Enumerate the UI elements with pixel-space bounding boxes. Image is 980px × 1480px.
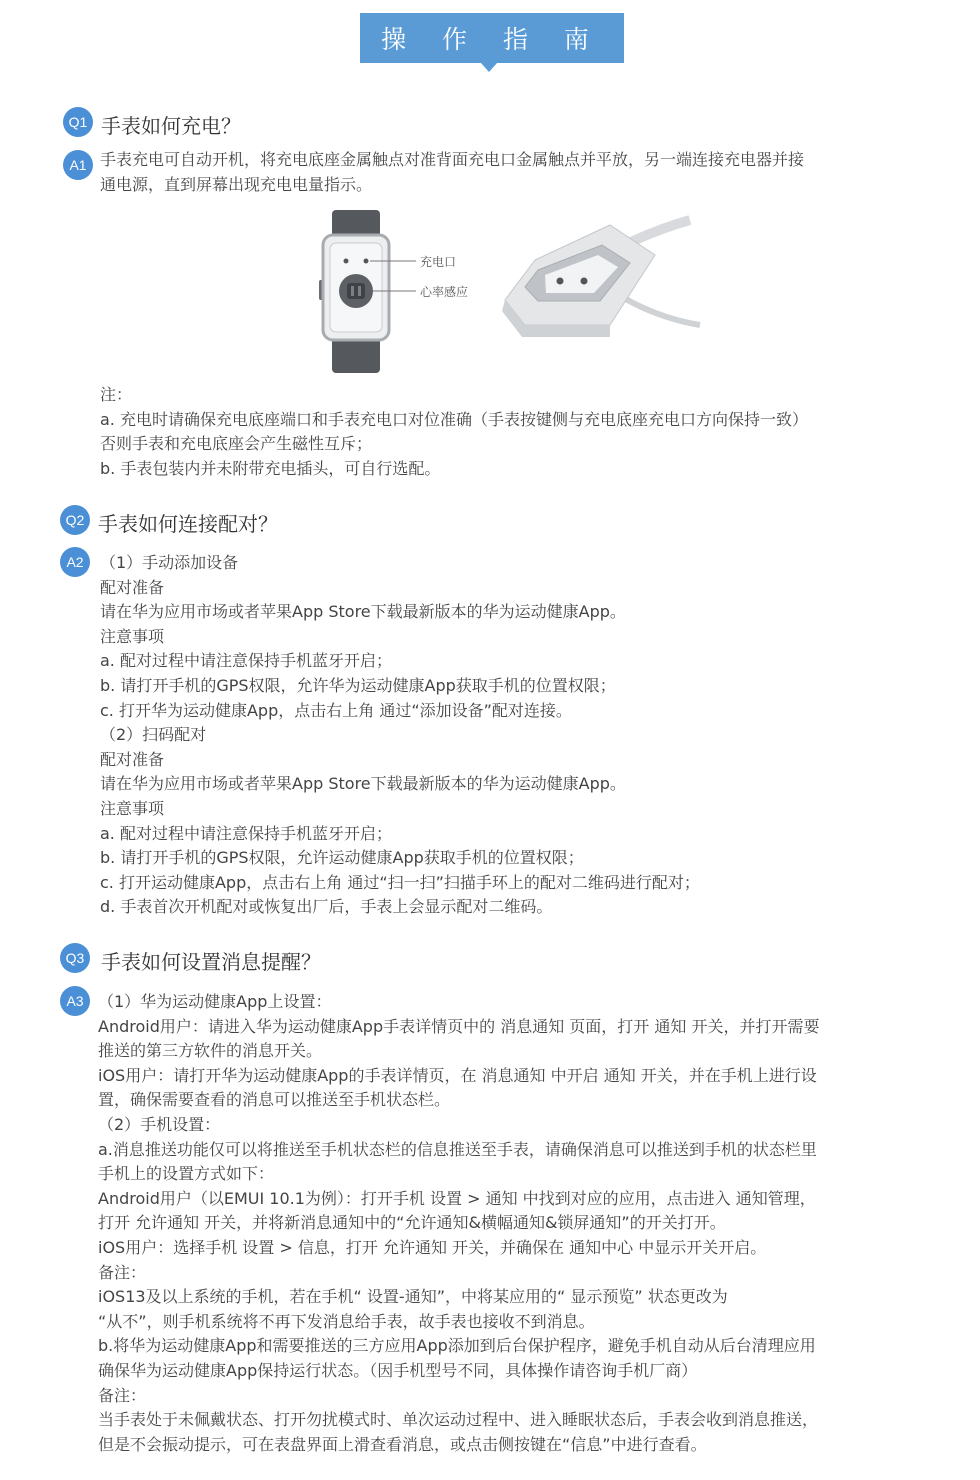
a3-line: 备注： [98, 1385, 147, 1405]
q1-note-line: 注： [100, 385, 133, 404]
a2-line: 注意事项 [100, 798, 165, 818]
q3-badge: Q3 [60, 943, 90, 973]
a3-line: 当手表处于未佩戴状态、打开勿扰模式时、单次运动过程中、进入睡眠状态后，手表会收到消息推送， [98, 1410, 819, 1430]
a2-answer [100, 551, 700, 920]
a2-line: 配对准备 [100, 749, 165, 769]
q1-note-line: b. 手表包装内并未附带充电插头，可自行选配。 [100, 458, 441, 478]
a1-badge: A1 [63, 150, 93, 180]
watch-and-charger-image [310, 205, 710, 380]
a3-line: iOS用户：请打开华为运动健康App的手表详情页，在 消息通知 中开启 通知 开关，并在手机上进行设 [98, 1065, 817, 1085]
a2-badge: A2 [60, 547, 90, 577]
a2-line: 请在华为应用市场或者苹果App Store下载最新版本的华为运动健康App。 [100, 602, 626, 622]
q1-badge: Q1 [63, 107, 93, 137]
a3-line: 备注： [98, 1262, 147, 1282]
guide-title-banner: 操 作 指 南 [360, 13, 624, 63]
a2-line: c. 打开运动健康App，点击右上角 通过“扫一扫”扫描手环上的配对二维码进行配对； [100, 872, 700, 892]
a2-line: b. 请打开手机的GPS权限，允许华为运动健康App获取手机的位置权限； [100, 675, 616, 695]
q1-note-line: a. 充电时请确保充电底座端口和手表充电口对位准确（手表按键侧与充电底座充电口方向保持一致） [100, 409, 808, 429]
a3-line: iOS13及以上系统的手机，若在手机“ 设置-通知”，中将某应用的“ 显示预览” 状态更改为 [98, 1287, 728, 1307]
a3-line: 确保华为运动健康App保持运行状态。（因手机型号不同，具体操作请咨询手机厂商） [98, 1360, 698, 1380]
a2-line: a. 配对过程中请注意保持手机蓝牙开启； [100, 823, 392, 843]
a3-line: （1）华为运动健康App上设置： [98, 992, 332, 1011]
a3-line: Android用户（以EMUI 10.1为例）：打开手机 设置 > 通知 中找到对应的应用，点击进入 通知管理， [98, 1188, 816, 1208]
a2-line: b. 请打开手机的GPS权限，允许运动健康App获取手机的位置权限； [100, 848, 584, 868]
a3-line: b.将华为运动健康App和需要推送的三方应用App添加到后台保护程序，避免手机自动从后台清理应用 [98, 1336, 816, 1356]
a3-line: （2）手机设置： [98, 1114, 221, 1134]
a3-line: 打开 允许通知 开关，并将新消息通知中的“允许通知&横幅通知&锁屏通知”的开关打开。 [98, 1213, 726, 1233]
q2-title: 手表如何连接配对？ [98, 512, 278, 536]
q1-notes [100, 383, 808, 481]
a3-line: 置，确保需要查看的消息可以推送至手机状态栏。 [98, 1090, 451, 1110]
a2-line: 注意事项 [100, 626, 165, 646]
a2-line: a. 配对过程中请注意保持手机蓝牙开启； [100, 651, 392, 671]
a2-line: （1）手动添加设备 [100, 553, 239, 572]
a3-line: 但是不会振动提示，可在表盘界面上滑查看消息，或点击侧按键在“信息”中进行查看。 [98, 1434, 707, 1454]
a2-line: c. 打开华为运动健康App，点击右上角 通过“添加设备”配对连接。 [100, 700, 572, 720]
a2-line: 配对准备 [100, 577, 165, 597]
a3-badge: A3 [60, 986, 90, 1016]
a2-line: 请在华为应用市场或者苹果App Store下载最新版本的华为运动健康App。 [100, 774, 626, 794]
q1-note-line: 否则手表和充电底座会产生磁性互斥； [100, 434, 373, 454]
a3-line: Android用户：请进入华为运动健康App手表详情页中的 消息通知 页面，打开 通知 开关，并打开需要 [98, 1016, 820, 1036]
a3-line: a.消息推送功能仅可以将推送至手机状态栏的信息推送至手表，请确保消息可以推送到手机的状态栏里 [98, 1139, 817, 1159]
a1-answer [100, 148, 804, 197]
a1-line: 手表充电可自动开机，将充电底座金属触点对准背面充电口金属触点并平放，另一端连接充电器并接 [100, 150, 805, 169]
charging-illustration [310, 205, 710, 380]
a3-line: 手机上的设置方式如下： [98, 1164, 275, 1184]
a3-answer [98, 990, 819, 1457]
a3-line: “从不”，则手机系统将不再下发消息给手表，故手表也接收不到消息。 [98, 1311, 595, 1331]
q3-title: 手表如何设置消息提醒？ [101, 950, 321, 974]
a3-line: iOS用户：选择手机 设置 > 信息，打开 允许通知 开关，并确保在 通知中心 中显示开关开启。 [98, 1237, 767, 1257]
charging-port-label: 充电口 [420, 255, 457, 269]
a3-line: 推送的第三方软件的消息开关。 [98, 1041, 323, 1061]
a1-line: 通电源，直到屏幕出现充电电量指示。 [100, 174, 373, 194]
heart-rate-sensor-label: 心率感应 [420, 285, 469, 299]
q1-title: 手表如何充电？ [101, 114, 241, 138]
q2-badge: Q2 [60, 505, 90, 535]
a2-line: （2）扫码配对 [100, 725, 207, 745]
a2-line: d. 手表首次开机配对或恢复出厂后，手表上会显示配对二维码。 [100, 897, 553, 917]
banner-pointer [481, 63, 497, 72]
